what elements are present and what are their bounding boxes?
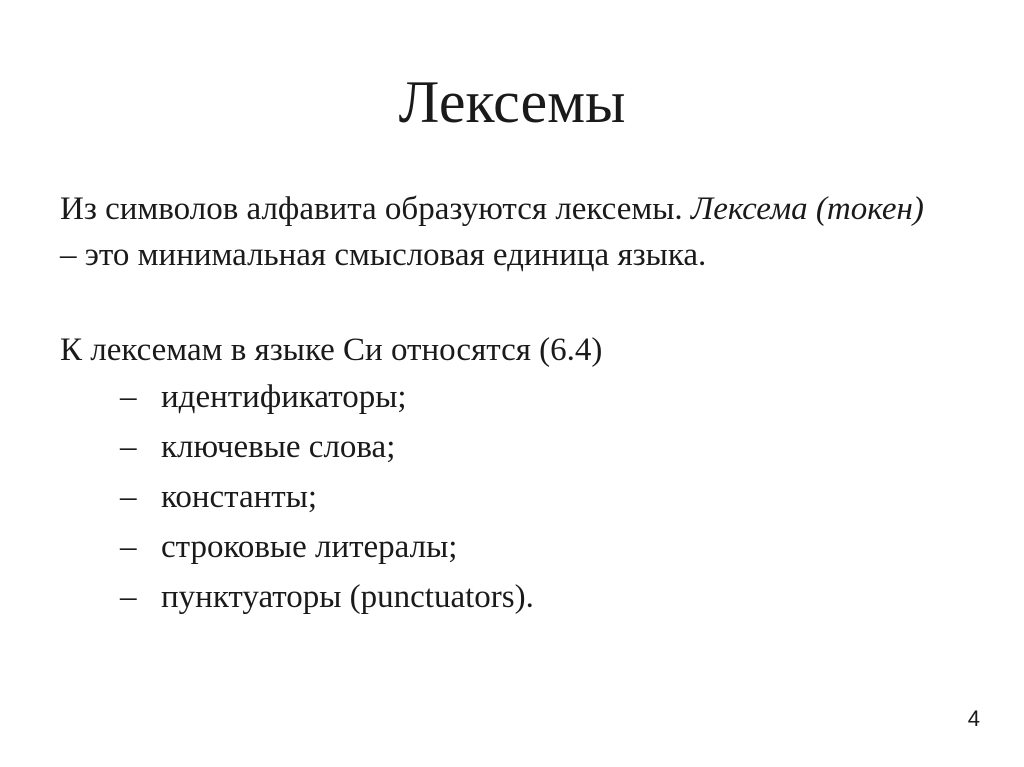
slide-title: Лексемы [398, 69, 626, 135]
list-dash-marker: – [120, 379, 137, 415]
list-item-text: константы; [161, 479, 318, 515]
list-item-text: пунктуаторы (punctuators). [161, 579, 534, 615]
intro-term: Лексема (токен) [690, 191, 924, 227]
list-heading: К лексемам в языке Си относятся (6.4) [60, 332, 603, 368]
list-dash-marker: – [120, 579, 137, 615]
list-item-text: ключевые слова; [161, 429, 396, 465]
intro-paragraph [60, 186, 980, 278]
list-dash-marker: – [120, 479, 137, 515]
page-number: 4 [967, 706, 980, 731]
list-item-text: идентификаторы; [161, 379, 407, 415]
list-dash-marker: – [120, 529, 137, 565]
intro-text-start: Из символов алфавита образуются лексемы. [60, 191, 691, 227]
list-item-text: строковые литералы; [161, 529, 458, 565]
list-dash-marker: – [120, 429, 137, 465]
intro-text-end: – это минимальная смысловая единица языка. [60, 237, 707, 273]
